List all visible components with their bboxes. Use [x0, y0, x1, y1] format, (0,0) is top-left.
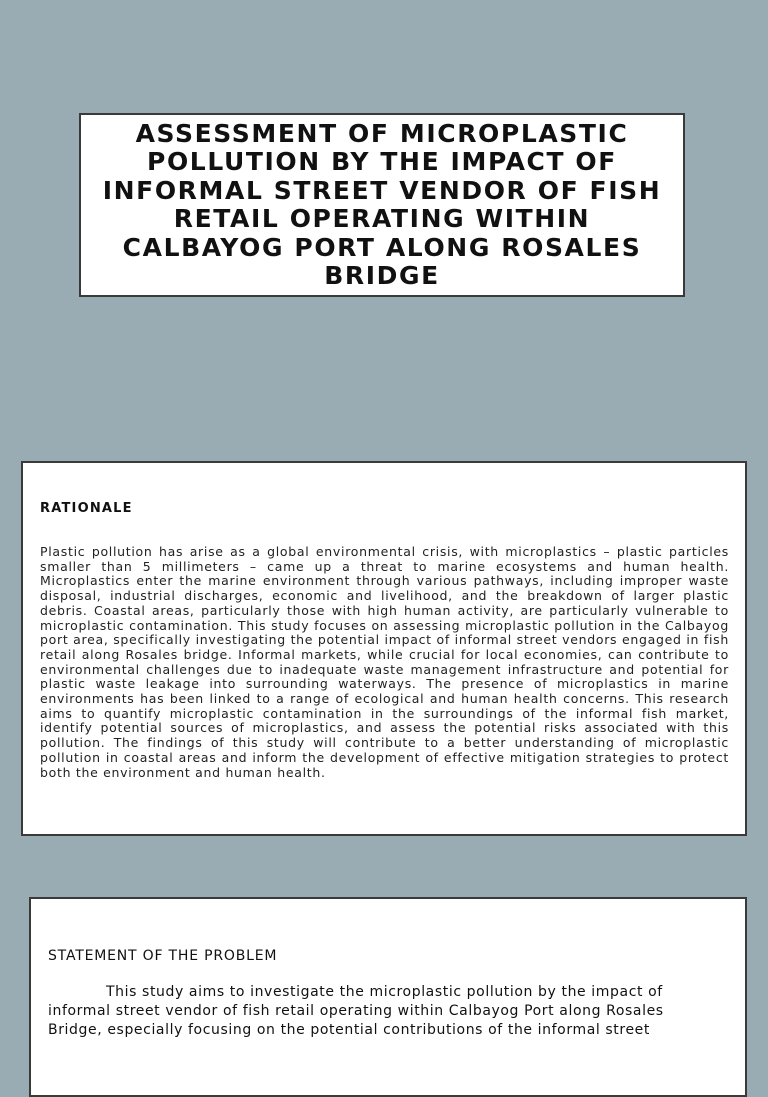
problem-body: This study aims to investigate the microplastic pollution by the impact of informal street vendor of fish retail operating within Calbayog Port along Rosales Bridge, especially focusing on the potential contributions of the informal street [48, 984, 664, 1038]
rationale-slide [21, 461, 747, 836]
title-slide [79, 113, 685, 297]
document-title: ASSESSMENT OF MICROPLASTIC POLLUTION BY THE IMPACT OF INFORMAL STREET VENDOR OF FISH RETAIL OPERATING WITHIN CALBAYOG PORT ALONG ROSALES BRIDGE [102, 118, 662, 290]
rationale-body: Plastic pollution has arise as a global environmental crisis, with microplastics – plastic particles smaller than 5 millimeters – came up a threat to marine ecosystems and human health. Microplastics enter the marine environment through various pathways, including improper waste disposal, industrial discharges, economic and livelihood, and the breakdown of larger plastic debris. Coastal areas, particularly those with high human activity, are particularly vulnerable to microplastic contamination. This study focuses on assessing microplastic pollution in the Calbayog port area, specifically investigating the potential impact of informal street vendors engaged in fish retail along Rosales bridge. Informal markets, while crucial for local economies, can contribute to environmental challenges due to inadequate waste management infrastructure and potential for plastic waste leakage into surrounding waterways. The presence of microplastics in marine environments has been linked to a range of ecological and human health concerns. This research aims to quantify microplastic contamination in the surroundings of the informal fish market, identify potential sources of microplastics, and assess the potential risks associated with this pollution. The findings of this study will contribute to a better understanding of microplastic pollution in coastal areas and inform the development of effective mitigation strategies to protect both the environment and human health. [40, 544, 729, 780]
problem-heading: STATEMENT OF THE PROBLEM [48, 948, 278, 964]
problem-slide [29, 897, 747, 1097]
rationale-heading: RATIONALE [40, 501, 133, 516]
